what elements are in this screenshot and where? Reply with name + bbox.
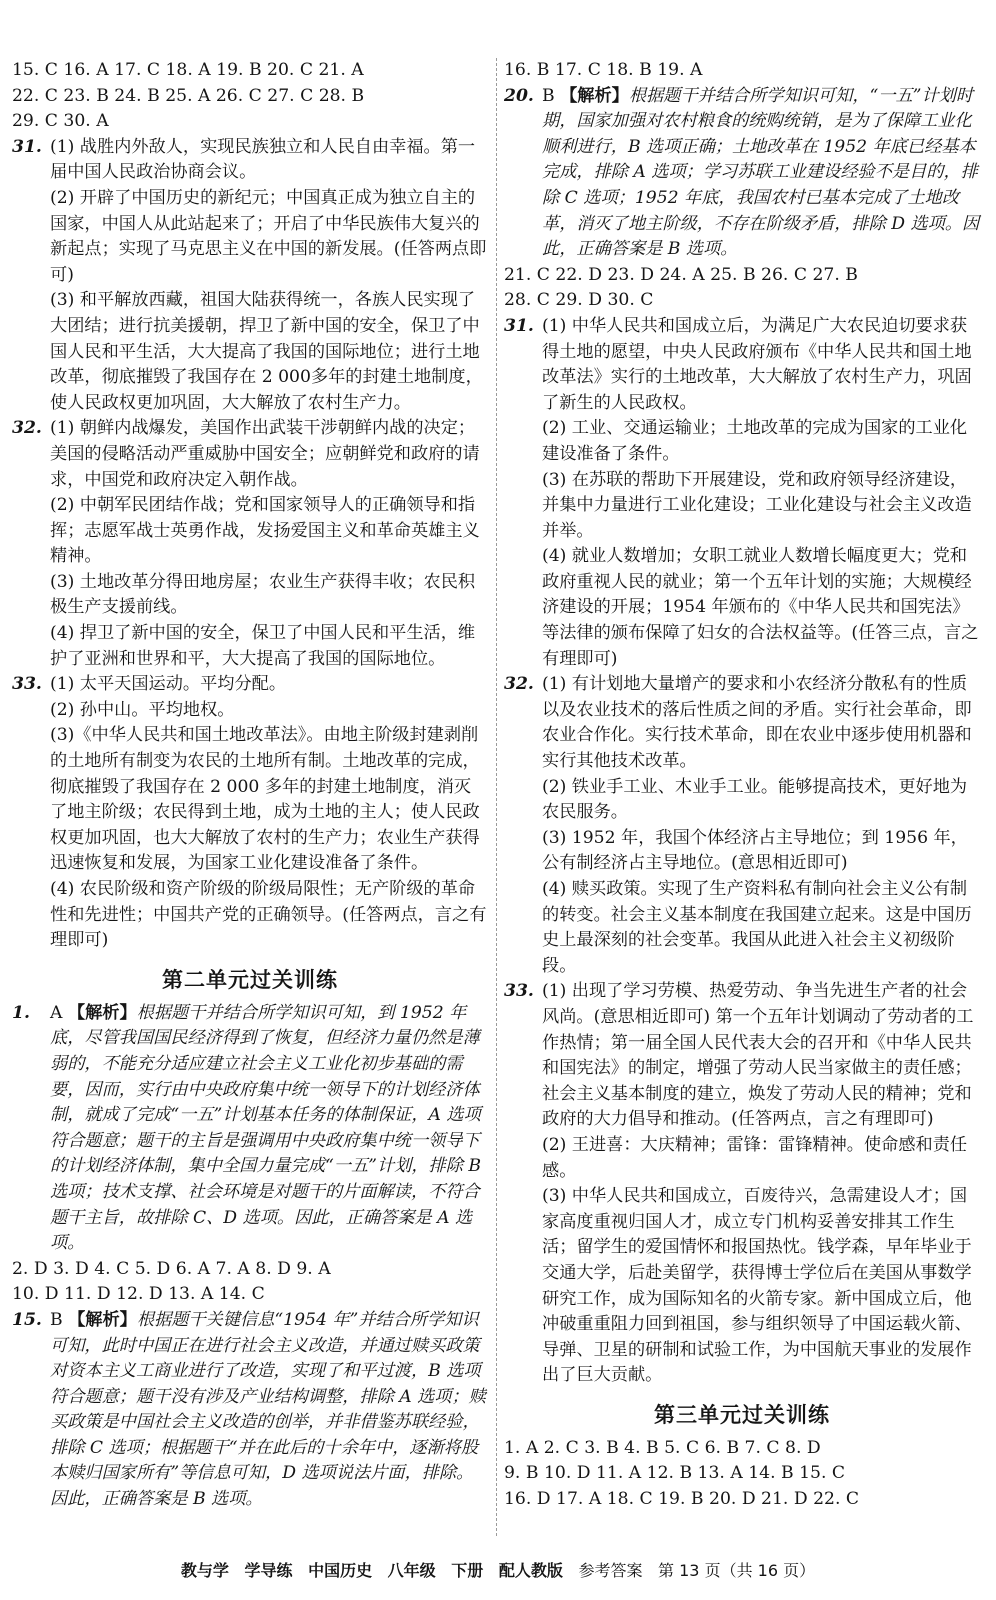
answer-part: (4) 捍卫了新中国的安全，保卫了中国人民和平生活，维护了亚洲和世界和平，大大提高了我国的国际地位。 (50, 623, 476, 669)
answer-row: 10. D 11. D 12. D 13. A 14. C (12, 1284, 265, 1305)
question-31 (12, 135, 488, 417)
answer-part: (1) 太平天国运动。平均分配。 (50, 674, 287, 695)
answer-part: (2) 工业、交通运输业；土地改革的完成为国家的工业化建设准备了条件。 (542, 418, 968, 464)
answer-letter: A (50, 1002, 63, 1023)
footer-volume: 下册 (451, 1561, 484, 1580)
answer-row: 1. A 2. C 3. B 4. B 5. C 6. B 7. C 8. D (504, 1437, 821, 1458)
unit-2-title: 第二单元过关训练 (162, 967, 338, 992)
answer-part: (1) 中华人民共和国成立后，为满足广大农民迫切要求获得土地的愿望，中央人民政府颁布《中华人民共和国土地改革法》实行的土地改革，大大解放了农村生产力，巩固了新生的人民政权。 (542, 315, 972, 413)
question-number: 33. (12, 674, 42, 695)
question-number: 33. (504, 981, 534, 1002)
left-column (12, 58, 488, 1513)
answer-row: 16. B 17. C 18. B 19. A (504, 60, 703, 80)
question-number: 32. (504, 674, 534, 695)
answer-part: (4) 就业人数增加；女职工就业人数增长幅度更大；党和政府重视人民的就业；第一个五年计划的实施；大规模经济建设的开展；1954 年颁布的《中华人民共和国宪法》等法律的颁布保障了妇女的合法权益等。(任答三点，言之有理即可) (542, 546, 979, 669)
question-number: 31. (504, 315, 534, 336)
analysis-text: 根据题干并结合所学知识可知，到 1952 年底，尽管我国国民经济得到了恢复，但经济力量仍然是薄弱的，不能充分适应建立社会主义工业化初步基础的需要，因而，实行由中央政府集中统一领导下的计划经济体制，就成了完成“一五”计划基本任务的体制保证，A 选项符合题意；题干的主旨是强调用中央政府集中统一领导下的计划经济体制，集中全国力量完成“一五”计划，排除 B 选项；技术支撑、社会环境是对题干的片面解读，不符合题干主旨，故排除 C、D 选项。因此，正确答案是 A 选项。 (50, 1002, 481, 1254)
answer-part: (2) 开辟了中国历史的新纪元；中国真正成为独立自主的国家，中国人从此站起来了；开启了中华民族伟大复兴的新起点；实现了马克思主义在中国的新发展。(任答两点即可) (50, 187, 487, 285)
answer-part: (1) 出现了学习劳模、热爱劳动、争当先进生产者的社会风尚。(意思相近即可) 第一个五年计划调动了劳动者的工作热情；第一届全国人民代表大会的召开和《中华人民共和国宪法》的制定，增强了劳动人民当家做主的责任感；社会主义基本制度的建立，焕发了劳动人民的精神；党和政府的大力倡导和推动。(任答两点，言之有理即可) (542, 981, 974, 1130)
footer-edition: 配人教版 (498, 1561, 563, 1580)
analysis-text: 根据题干并结合所学知识可知，“一五”计划时期，国家加强对农村粮食的统购统销，是为了保障工业化顺利进行，B 选项正确；土地改革在 1952 年底已经基本完成，排除 A 选项；学习苏联工业建设经验不是目的，排除 C 选项；1952 年底，我国农村已基本完成了土地改革，消灭了地主阶级，不存在阶级矛盾，排除 D 选项。因此，正确答案是 B 选项。 (542, 85, 980, 260)
question-number: 15. (12, 1309, 42, 1330)
answer-part: (2) 铁业手工业、木业手工业。能够提高技术，更好地为农民服务。 (542, 776, 968, 823)
analysis-text: 根据题干关键信息“1954 年”并结合所学知识可知，此时中国正在进行社会主义改造，并通过赎买政策对资本主义工商业进行了改造，实现了和平过渡，B 选项符合题意；题干没有涉及产业结构调整，排除 A 选项；赎买政策是中国社会主义改造的创举，并非借鉴苏联经验，排除 C 选项；根据题干“并在此后的十余年中，逐渐将股本赎归国家所有”等信息可知，D 选项说法片面，排除。因此，正确答案是 B 选项。 (50, 1309, 486, 1510)
unit-3-title: 第三单元过关训练 (654, 1402, 830, 1427)
page-number: 第 13 页（共 16 页） (658, 1561, 816, 1580)
unit2-question-20 (504, 84, 980, 263)
analysis-tag: 【解析】 (68, 1309, 137, 1330)
right-column (504, 58, 980, 1513)
answer-part: (3) 和平解放西藏，祖国大陆获得统一，各族人民实现了大团结；进行抗美援朝，捍卫了新中国的安全，保卫了中国人民和平生活，大大提高了我国的国际地位；进行土地改革，彻底摧毁了我国存在 2 000多年的封建土地制度，使人民政权更加巩固，大大解放了农村生产力。 (50, 290, 483, 413)
footer-subject: 中国历史 (308, 1561, 373, 1580)
answer-row: 22. C 23. B 24. B 25. A 26. C 27. C 28. B (12, 85, 365, 106)
question-33 (12, 672, 488, 954)
answer-part: (3) 1952 年，我国个体经济占主导地位；到 1956 年，公有制经济占主导地位。(意思相近即可) (542, 827, 968, 874)
unit2-question-31 (504, 314, 980, 672)
answer-part: (1) 有计划地大量增产的要求和小农经济分散私有的性质以及农业技术的落后性质之间的矛盾。实行社会革命，即农业合作化。实行技术革命，即在农业中逐步使用机器和实行其他技术改革。 (542, 674, 972, 772)
question-number: 32. (12, 418, 42, 439)
answer-part: (3) 土地改革分得田地房屋；农业生产获得丰收；农民积极生产支援前线。 (50, 571, 476, 618)
answer-part: (4) 农民阶级和资产阶级的阶级局限性；无产阶级的革命性和先进性；中国共产党的正确领导。(任答两点，言之有理即可) (50, 879, 487, 951)
question-32 (12, 416, 488, 672)
answer-row: 16. D 17. A 18. C 19. B 20. D 21. D 22. C (504, 1489, 860, 1510)
question-number: 20. (504, 85, 534, 106)
answer-row: 15. C 16. A 17. C 18. A 19. B 20. C 21. A (12, 60, 364, 80)
column-divider (496, 58, 497, 1536)
answer-part: (2) 王进喜：大庆精神；雷锋：雷锋精神。使命感和责任感。 (542, 1134, 968, 1181)
unit2-question-32 (504, 672, 980, 979)
answer-row: 9. B 10. D 11. A 12. B 13. A 14. B 15. C (504, 1463, 846, 1484)
answer-part: (2) 中朝军民团结作战；党和国家领导人的正确领导和指挥；志愿军战士英勇作战，发扬爱国主义和革命英雄主义精神。 (50, 495, 480, 567)
answer-row: 21. C 22. D 23. D 24. A 25. B 26. C 27. B (504, 264, 858, 285)
footer-section: 参考答案 (578, 1561, 643, 1580)
footer-grade: 八年级 (387, 1561, 436, 1580)
answer-row: 2. D 3. D 4. C 5. D 6. A 7. A 8. D 9. A (12, 1258, 331, 1279)
answer-part: (1) 战胜内外敌人，实现民族独立和人民自由幸福。第一届中国人民政治协商会议。 (50, 136, 476, 183)
answer-row: 29. C 30. A (12, 111, 109, 132)
question-number: 31. (12, 136, 42, 157)
page-footer (0, 1558, 996, 1584)
analysis-tag: 【解析】 (560, 85, 629, 106)
answer-letter: B (542, 85, 555, 106)
answer-part: (1) 朝鲜内战爆发，美国作出武装干涉朝鲜内战的决定；美国的侵略活动严重威胁中国安全；应朝鲜党和政府的请求，中国党和政府决定入朝作战。 (50, 418, 480, 490)
answer-part: (3) 在苏联的帮助下开展建设，党和政府领导经济建设，并集中力量进行工业化建设；工业化建设与社会主义改造并举。 (542, 469, 972, 541)
unit2-question-15 (12, 1308, 488, 1513)
unit2-question-33 (504, 979, 980, 1389)
answer-row: 28. C 29. D 30. C (504, 290, 654, 311)
answer-part: (3) 中华人民共和国成立，百废待兴，急需建设人才；国家高度重视归国人才，成立专门机构妥善安排其工作生活；留学生的爱国情怀和报国热忱。钱学森，早年毕业于交通大学，后赴美留学，获得博士学位后在美国从事数学研究工作，成为国际知名的火箭专家。新中国成立后，他冲破重重阻力回到祖国，参与组织领导了中国运载火箭、导弹、卫星的研制和试验工作，为中国航天事业的发展作出了巨大贡献。 (542, 1186, 972, 1386)
answer-part: (4) 赎买政策。实现了生产资料私有制向社会主义公有制的转变。社会主义基本制度在我国建立起来。这是中国历史上最深刻的社会变革。我国从此进入社会主义初级阶段。 (542, 879, 972, 976)
answer-letter: B (50, 1309, 63, 1330)
footer-series: 学导练 (244, 1561, 293, 1580)
answer-part: (2) 孙中山。平均地权。 (50, 699, 235, 720)
analysis-tag: 【解析】 (67, 1002, 137, 1023)
footer-brand: 教与学 (180, 1561, 229, 1580)
question-number: 1. (12, 1002, 30, 1023)
answer-part: (3)《中华人民共和国土地改革法》。由地主阶级封建剥削的土地所有制变为农民的土地所有制。土地改革的完成，彻底摧毁了我国存在 2 000 多年的封建土地制度，消灭了地主阶级；农民得到土地，成为土地的主人；使人民政权更加巩固，也大大解放了农村的生产力；农业生产获得迅速恢复和发展，为国家工业化建设准备了条件。 (50, 725, 480, 874)
unit2-question-1 (12, 1001, 488, 1257)
